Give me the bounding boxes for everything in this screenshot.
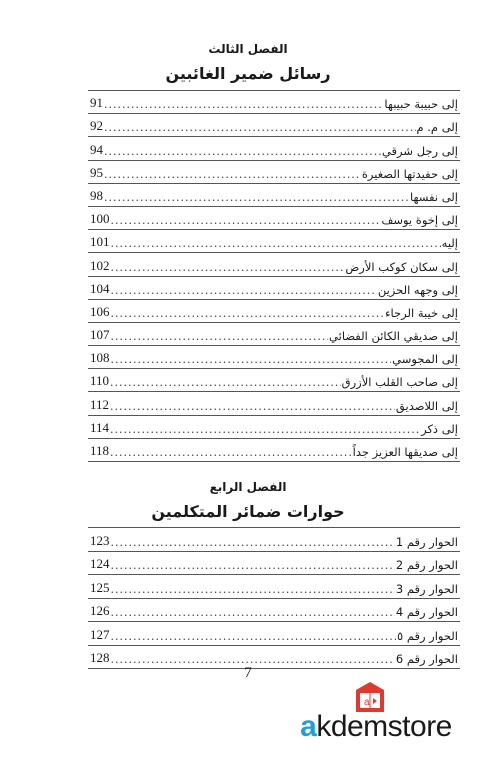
toc-entry-title: الحوار رقم 4	[395, 605, 458, 619]
toc-entry-page: 118	[90, 443, 110, 458]
toc-entry-page: 128	[90, 650, 110, 665]
toc-entry-page: 114	[90, 419, 110, 435]
chapter-3-label: الفصل الثالث	[208, 42, 288, 56]
toc-entry	[88, 622, 460, 646]
toc-entry-page: 112	[90, 396, 110, 412]
toc-entry-title: الحوار رقم ٥	[396, 628, 458, 643]
toc-entry-title: إلى صديقي الكائن الفضائي	[329, 329, 458, 344]
toc-entry-title: إلى رجل شرقي	[381, 143, 458, 158]
toc-entry-title: إلى نفسها	[409, 189, 458, 204]
toc-entry	[88, 91, 460, 114]
toc-dot-leader	[111, 606, 395, 619]
toc-entry-page: 101	[90, 234, 110, 250]
toc-entry-title: إلى حبيبة حبيبها	[384, 97, 458, 112]
toc-dot-leader	[111, 536, 395, 549]
toc-entry-title: إلى اللاصديق	[395, 398, 458, 413]
toc-entry-page: 127	[90, 626, 110, 642]
toc-entry	[88, 161, 460, 184]
toc-entry-page: 94	[90, 141, 103, 157]
toc-dot-leader	[111, 237, 441, 250]
toc-entry-title: إلى صديقها العزيز جداً	[352, 445, 458, 459]
toc-chapter-4	[88, 527, 460, 669]
toc-entry-page: 92	[90, 118, 103, 134]
toc-entry-title: إلى وجهه الحزين	[377, 282, 458, 297]
toc-entry-page: 104	[90, 280, 110, 296]
toc-entry	[88, 346, 460, 369]
toc-entry-page: 100	[90, 211, 110, 227]
toc-entry-page: 107	[90, 327, 110, 343]
logo-wordmark-rest: kdemstore	[316, 710, 452, 743]
chapter-4-title: حوارات ضمائر المتكلمين	[151, 502, 345, 521]
toc-entry-page: 125	[90, 579, 110, 595]
toc-entry-page: 126	[90, 603, 110, 618]
toc-entry-page: 123	[90, 532, 110, 548]
toc-entry-title: إلى صاحب القلب الأزرق	[341, 375, 458, 390]
toc-entry	[88, 528, 460, 552]
toc-entry-title: إلى م. م	[416, 120, 458, 135]
toc-dot-leader	[110, 446, 352, 459]
toc-dot-leader	[104, 121, 416, 134]
toc-entry-title: إلى سكان كوكب الأرض	[345, 259, 458, 274]
toc-entry	[88, 207, 460, 230]
toc-chapter-3	[88, 90, 460, 462]
toc-dot-leader	[110, 376, 341, 389]
toc-entry-page: 102	[90, 257, 110, 273]
toc-dot-leader	[110, 400, 395, 413]
toc-dot-leader	[111, 307, 385, 320]
toc-dot-leader	[104, 98, 383, 111]
toc-entry-page: 106	[90, 303, 110, 319]
toc-entry	[88, 300, 460, 323]
toc-entry	[88, 439, 460, 462]
toc-entry-page: 124	[90, 556, 110, 571]
toc-dot-leader	[111, 583, 395, 596]
toc-dot-leader	[104, 145, 381, 158]
toc-entry	[88, 277, 460, 300]
toc-entry-title: الحوار رقم 3	[395, 581, 458, 596]
toc-entry-title: إلى حفيدتها الصغيرة	[361, 166, 458, 181]
toc-entry	[88, 552, 460, 576]
toc-entry-title: إلى إخوة يوسف	[381, 213, 458, 228]
toc-entry	[88, 230, 460, 253]
toc-dot-leader	[111, 214, 381, 227]
badge-letter: a	[364, 697, 370, 708]
chapter-3-title: رسائل ضمير الغائبين	[165, 64, 331, 83]
toc-entry	[88, 575, 460, 599]
toc-entry-page: 91	[90, 95, 103, 111]
toc-entry-title: الحوار رقم 2	[395, 558, 458, 572]
toc-dot-leader	[111, 261, 345, 274]
logo-wordmark	[296, 710, 456, 744]
toc-dot-leader	[111, 559, 395, 572]
toc-entry-page: 98	[90, 187, 103, 203]
store-logo	[296, 680, 456, 750]
toc-entry	[88, 369, 460, 392]
logo-accent-letter: a	[300, 710, 317, 743]
toc-entry	[88, 323, 460, 346]
toc-entry-page: 110	[90, 373, 110, 389]
toc-entry	[88, 599, 460, 623]
toc-entry-title: إلى خيبة الرجاء	[385, 305, 458, 320]
toc-dot-leader	[110, 423, 420, 436]
toc-entry-title: الحوار رقم 1	[395, 534, 458, 549]
toc-dot-leader	[111, 330, 329, 343]
toc-entry	[88, 137, 460, 160]
toc-dot-leader	[104, 191, 409, 204]
book-badge-icon	[352, 680, 388, 714]
chapter-4-label: الفصل الرابع	[209, 480, 287, 494]
page-number: 7	[244, 665, 252, 681]
toc-entry	[88, 114, 460, 137]
toc-dot-leader	[111, 353, 392, 366]
toc-entry-page: 95	[90, 164, 103, 180]
toc-entry-page: 108	[90, 350, 110, 366]
toc-dot-leader	[104, 168, 361, 181]
toc-entry	[88, 392, 460, 415]
toc-entry-title: إلى المجوسي	[392, 352, 458, 367]
toc-dot-leader	[111, 630, 396, 643]
toc-entry	[88, 184, 460, 207]
toc-entry	[88, 253, 460, 276]
toc-entry-title: إليه	[441, 236, 458, 251]
toc-entry	[88, 416, 460, 439]
toc-entry-title: إلى ذكر	[421, 421, 458, 436]
toc-dot-leader	[111, 284, 377, 297]
toc-entry-title: الحوار رقم 6	[395, 652, 458, 666]
